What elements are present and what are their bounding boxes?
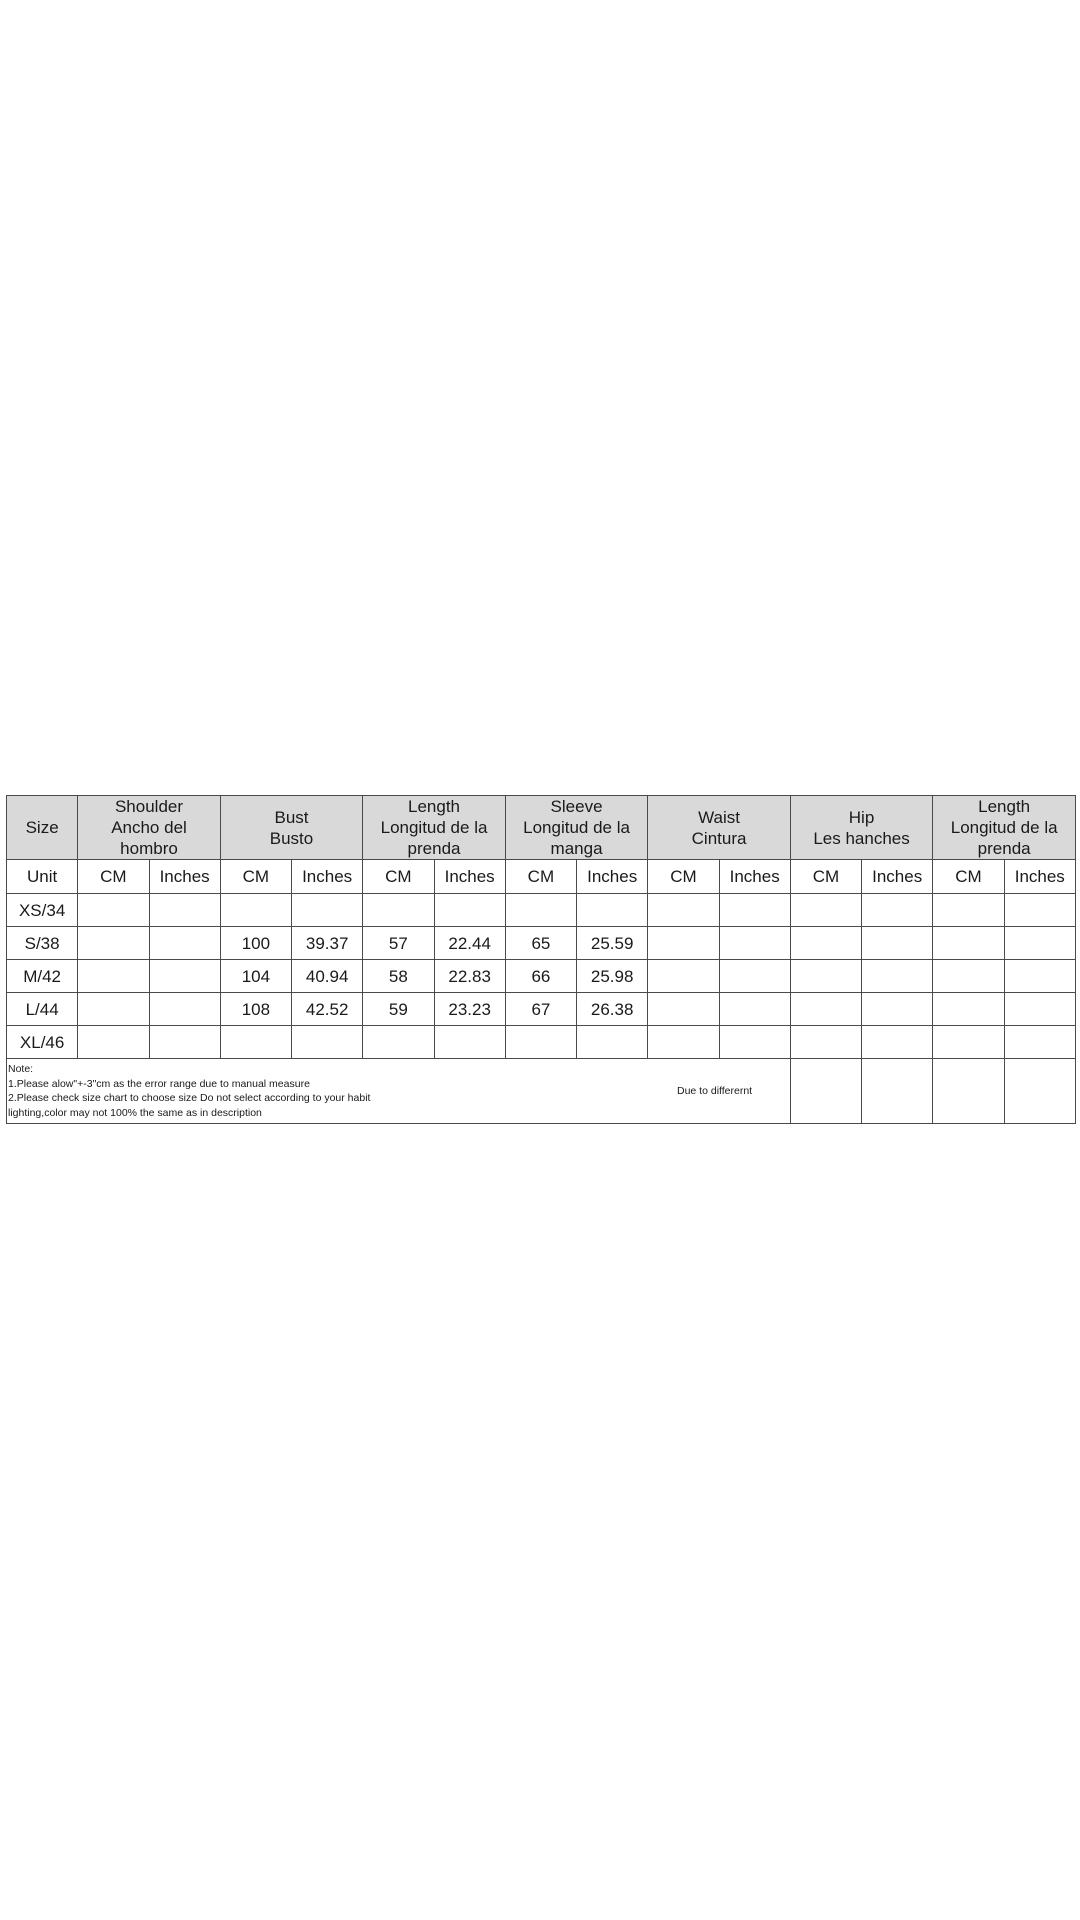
note-row (7, 1059, 1076, 1124)
unit-inches: Inches (719, 860, 790, 894)
table-cell (149, 960, 220, 993)
unit-inches: Inches (577, 860, 648, 894)
table-cell (790, 1026, 861, 1059)
note-line: 1.Please alow"+-3"cm as the error range due to manual measure (8, 1077, 310, 1090)
table-cell: 57 (363, 927, 434, 960)
table-cell: 65 (505, 927, 576, 960)
table-cell (933, 993, 1004, 1026)
table-cell (363, 894, 434, 927)
table-cell (790, 1059, 861, 1124)
table-cell (220, 894, 291, 927)
header-line: manga (550, 839, 603, 858)
table-row (7, 993, 1076, 1026)
column-group-header (220, 796, 363, 860)
header-line: Bust (274, 807, 309, 827)
table-cell: 59 (363, 993, 434, 1026)
table-cell: 23.23 (434, 993, 505, 1026)
table-cell (648, 927, 719, 960)
column-group-header (933, 796, 1076, 860)
column-group-header (790, 796, 933, 860)
header-line: Ancho del (111, 818, 187, 837)
table-cell: 67 (505, 993, 576, 1026)
header-line: prenda (977, 839, 1031, 858)
table-cell (434, 894, 505, 927)
table-cell (790, 993, 861, 1026)
table-cell (648, 1026, 719, 1059)
header-line: Longitud de la (523, 818, 630, 837)
table-cell (648, 960, 719, 993)
table-cell (719, 993, 790, 1026)
table-cell (719, 927, 790, 960)
unit-inches: Inches (434, 860, 505, 894)
unit-cm: CM (790, 860, 861, 894)
unit-cm: CM (505, 860, 576, 894)
unit-row (7, 860, 1076, 894)
header-line: Longitud de la (380, 818, 488, 837)
table-cell (648, 993, 719, 1026)
table-cell (933, 1026, 1004, 1059)
table-cell (1004, 960, 1075, 993)
table-cell: 26.38 (577, 993, 648, 1026)
unit-inches: Inches (1004, 860, 1075, 894)
table-cell (149, 894, 220, 927)
table-cell (1004, 1059, 1075, 1124)
table-cell (1004, 1026, 1075, 1059)
table-cell (220, 1026, 291, 1059)
unit-cm: CM (363, 860, 434, 894)
table-cell (1004, 894, 1075, 927)
table-cell: 25.98 (577, 960, 648, 993)
size-cell: S/38 (7, 927, 78, 960)
column-group-header (505, 796, 648, 860)
note-cell (7, 1059, 791, 1124)
table-cell (719, 1026, 790, 1059)
size-cell: L/44 (7, 993, 78, 1026)
table-cell (862, 993, 933, 1026)
table-cell: 104 (220, 960, 291, 993)
unit-inches: Inches (292, 860, 363, 894)
table-row (7, 960, 1076, 993)
table-cell (648, 894, 719, 927)
table-cell (862, 1026, 933, 1059)
table-cell (149, 927, 220, 960)
table-cell: 25.59 (577, 927, 648, 960)
table-cell: 22.83 (434, 960, 505, 993)
note-title: Note: (8, 1063, 34, 1075)
table-cell (862, 960, 933, 993)
size-chart-table (6, 795, 1076, 1124)
table-cell (862, 1059, 933, 1124)
table-cell: 42.52 (292, 993, 363, 1026)
header-line: Sleeve (550, 797, 603, 816)
header-line: Les hanches (813, 828, 910, 848)
header-line: hombro (120, 839, 178, 858)
table-cell (862, 927, 933, 960)
size-cell: XL/46 (7, 1026, 78, 1059)
header-line: Waist (698, 807, 740, 827)
table-cell (78, 894, 149, 927)
table-cell: 58 (363, 960, 434, 993)
column-group-header (363, 796, 506, 860)
table-cell (933, 960, 1004, 993)
note-text (8, 1062, 790, 1120)
table-cell (78, 960, 149, 993)
table-cell: 66 (505, 960, 576, 993)
table-cell (505, 1026, 576, 1059)
header-line: Busto (269, 828, 314, 848)
header-line: Cintura (691, 828, 747, 848)
unit-inches: Inches (149, 860, 220, 894)
table-row (7, 927, 1076, 960)
table-cell (577, 1026, 648, 1059)
header-row (7, 796, 1076, 860)
size-cell: M/42 (7, 960, 78, 993)
table-cell (505, 894, 576, 927)
table-cell (434, 1026, 505, 1059)
table-cell (363, 1026, 434, 1059)
size-header: Size (7, 796, 78, 860)
header-line: Shoulder (114, 797, 184, 816)
table-cell: 108 (220, 993, 291, 1026)
table-cell (292, 1026, 363, 1059)
table-cell (78, 927, 149, 960)
table-cell (790, 927, 861, 960)
table-cell (719, 960, 790, 993)
table-row (7, 894, 1076, 927)
unit-inches: Inches (862, 860, 933, 894)
note-extra-text: Due to differernt (677, 1084, 753, 1097)
table-cell (149, 993, 220, 1026)
header-line: Length (978, 797, 1031, 816)
table-cell: 100 (220, 927, 291, 960)
unit-label: Unit (7, 860, 78, 894)
note-line: 2.Please check size chart to choose size Do not select according to your habit (8, 1092, 371, 1104)
table-cell: 40.94 (292, 960, 363, 993)
header-line: Hip (848, 807, 875, 827)
table-cell (790, 960, 861, 993)
table-cell (577, 894, 648, 927)
header-line: Length (408, 797, 461, 816)
table-cell: 39.37 (292, 927, 363, 960)
table-cell: 22.44 (434, 927, 505, 960)
unit-cm: CM (648, 860, 719, 894)
unit-cm: CM (78, 860, 149, 894)
table-cell (1004, 927, 1075, 960)
size-chart (6, 795, 1076, 1124)
unit-cm: CM (220, 860, 291, 894)
table-cell (933, 894, 1004, 927)
table-cell (78, 1026, 149, 1059)
header-line: Longitud de la (950, 818, 1058, 837)
table-row (7, 1026, 1076, 1059)
table-cell (862, 894, 933, 927)
column-group-header (648, 796, 791, 860)
table-cell (933, 927, 1004, 960)
note-line: lighting,color may not 100% the same as in description (8, 1106, 262, 1119)
column-group-header (78, 796, 221, 860)
table-cell (1004, 993, 1075, 1026)
unit-cm: CM (933, 860, 1004, 894)
table-cell (78, 993, 149, 1026)
table-cell (292, 894, 363, 927)
table-cell (719, 894, 790, 927)
header-line: prenda (407, 839, 461, 858)
table-cell (933, 1059, 1004, 1124)
table-cell (149, 1026, 220, 1059)
size-cell: XS/34 (7, 894, 78, 927)
table-cell (790, 894, 861, 927)
